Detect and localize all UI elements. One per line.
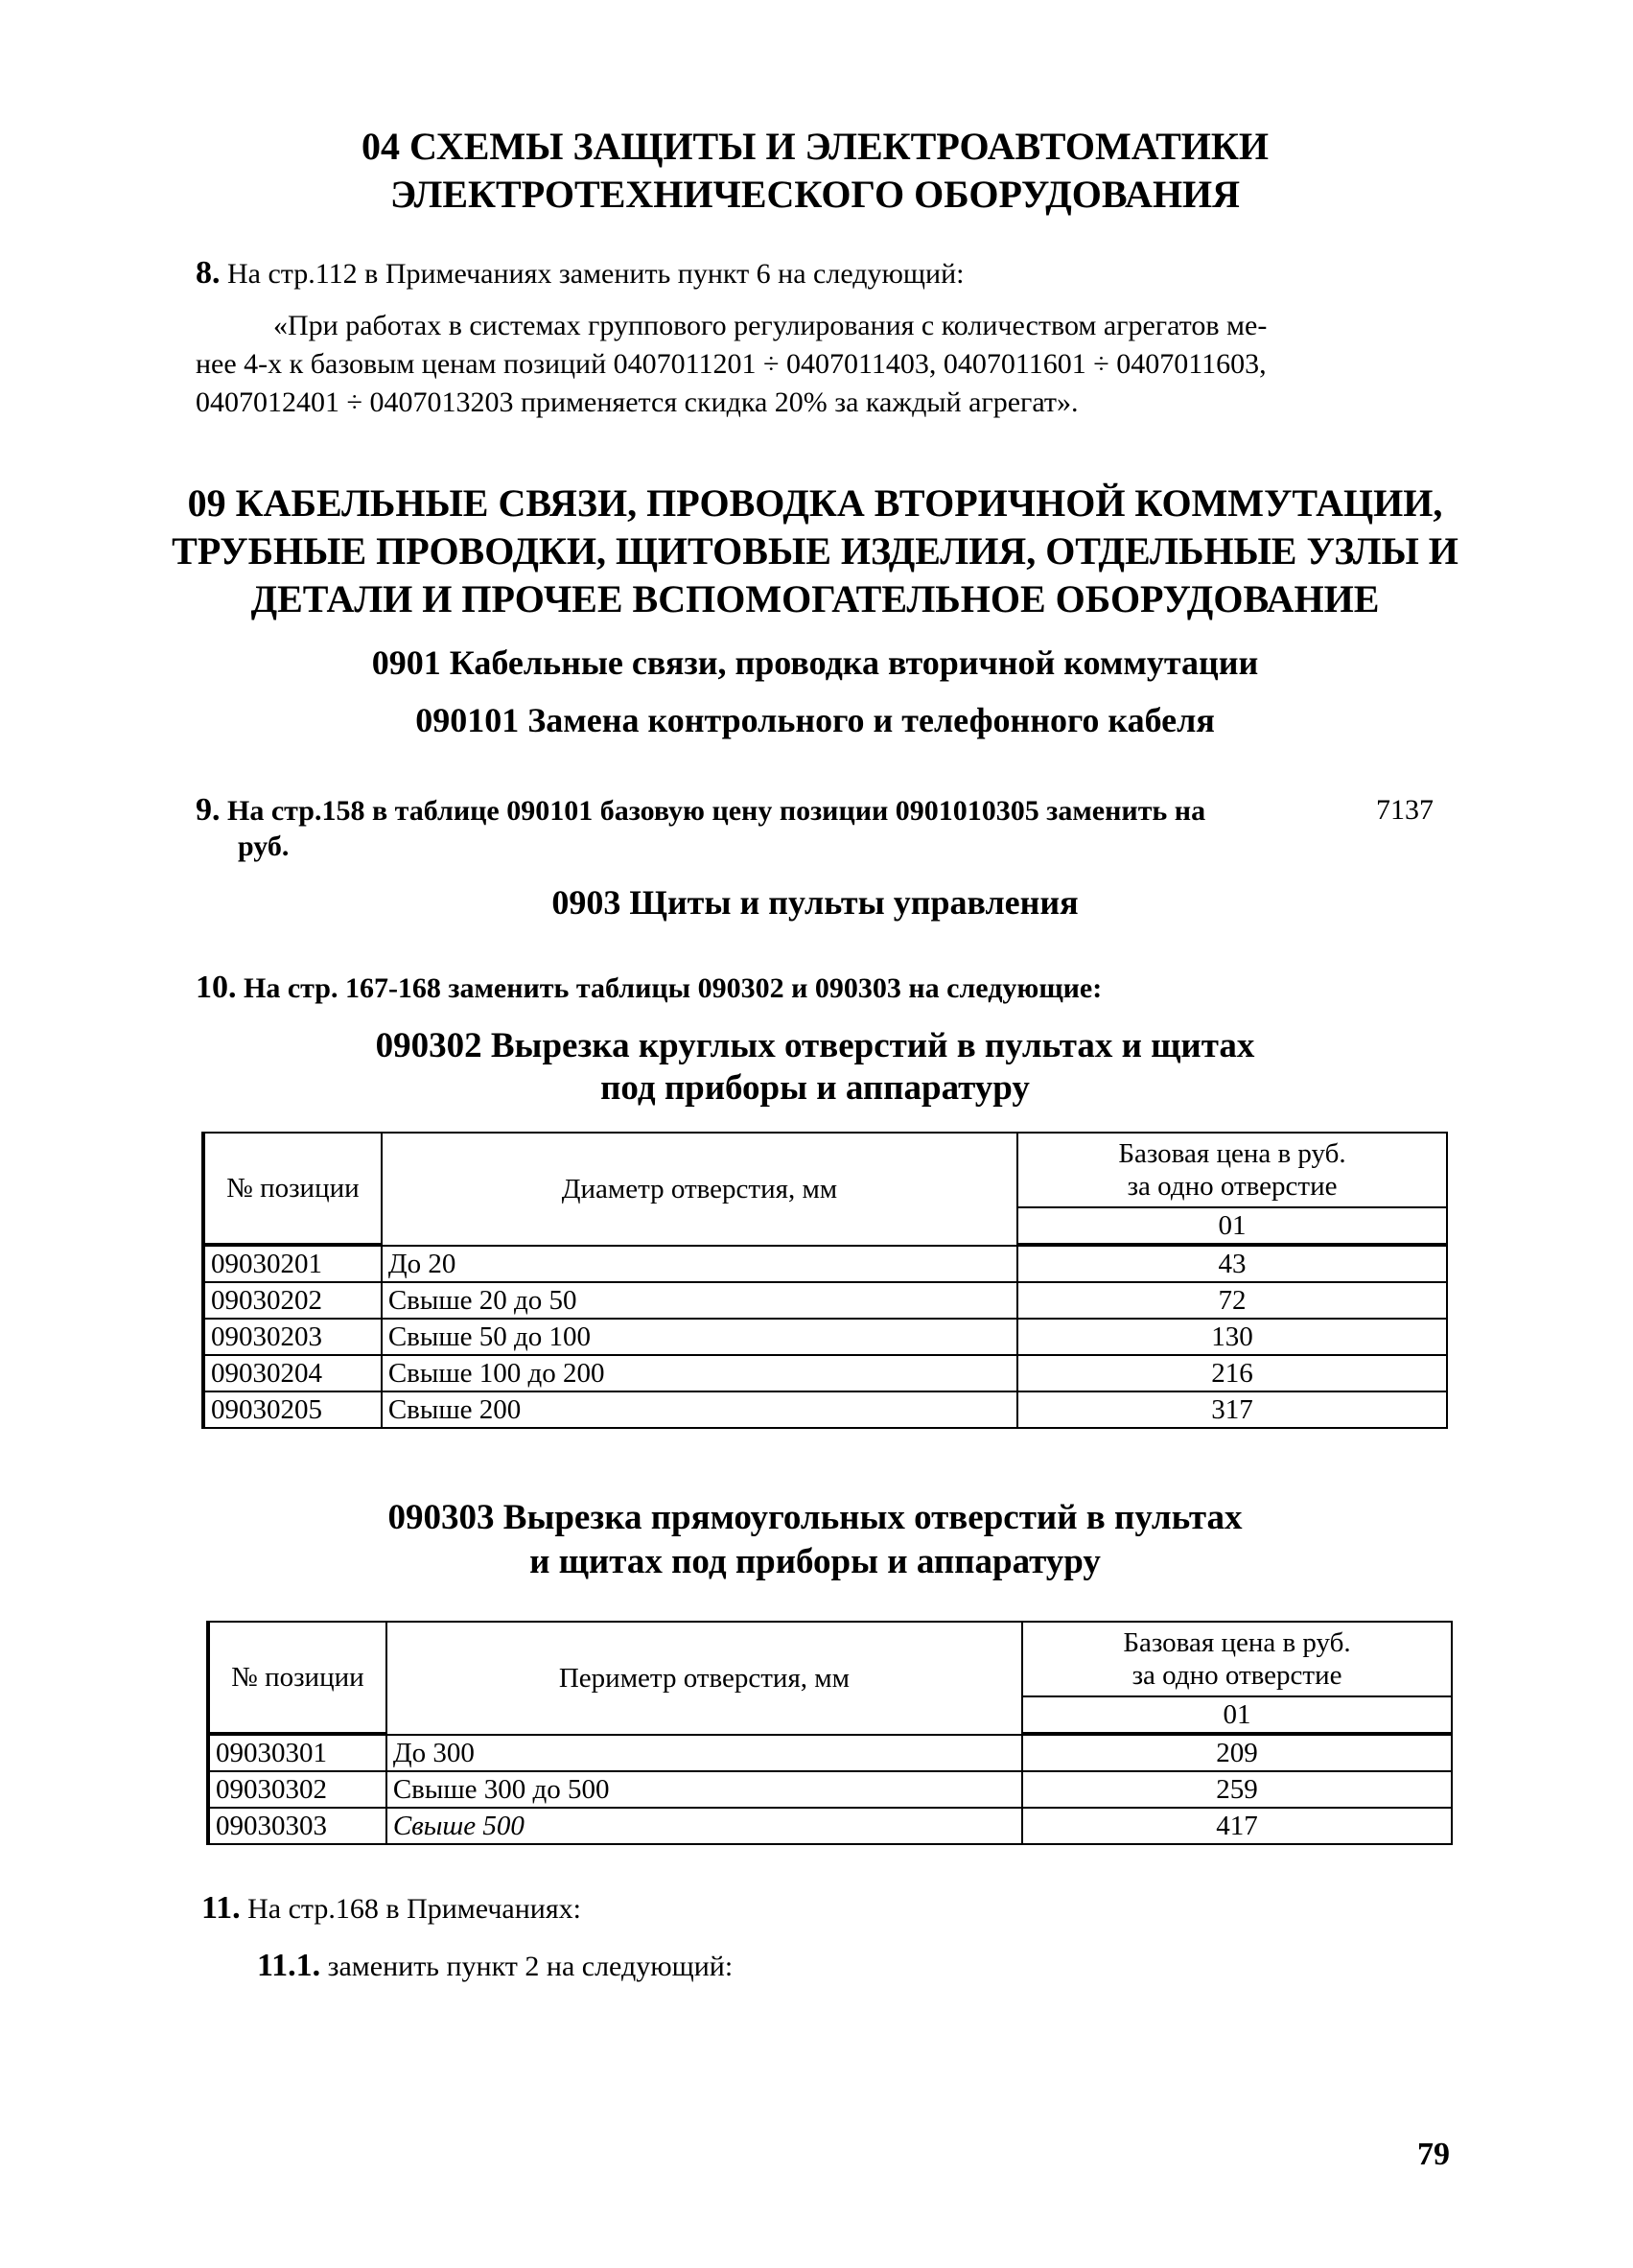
table-row bbox=[203, 1319, 1447, 1355]
cell-position: 09030301 bbox=[208, 1735, 386, 1771]
header-price bbox=[1017, 1133, 1447, 1207]
table-row bbox=[208, 1808, 1452, 1844]
section-04-title-line1: 04 СХЕМЫ ЗАЩИТЫ И ЭЛЕКТРОАВТОМАТИКИ bbox=[362, 125, 1269, 168]
header-price-line1: Базовая цена в руб. bbox=[1123, 1627, 1351, 1658]
header-description: Диаметр отверстия, мм bbox=[382, 1133, 1017, 1246]
header-description: Периметр отверстия, мм bbox=[386, 1622, 1022, 1735]
header-price-line2: за одно отверстие bbox=[1127, 1171, 1338, 1202]
table-090302-title-line2: под приборы и аппаратуру bbox=[600, 1068, 1030, 1108]
table-090302-title-line1: 090302 Вырезка круглых отверстий в пультах и щитах bbox=[375, 1026, 1255, 1065]
header-price-line1: Базовая цена в руб. bbox=[1118, 1138, 1346, 1169]
section-09-title-line3: ДЕТАЛИ И ПРОЧЕЕ ВСПОМОГАТЕЛЬНОЕ ОБОРУДОВАНИЕ bbox=[250, 577, 1380, 620]
cell-position: 09030303 bbox=[208, 1808, 386, 1844]
section-09-title-line1: 09 КАБЕЛЬНЫЕ СВЯЗИ, ПРОВОДКА ВТОРИЧНОЙ КОММУТАЦИИ, bbox=[187, 481, 1443, 525]
table-row bbox=[208, 1735, 1452, 1771]
section-04-title-line2: ЭЛЕКТРОТЕХНИЧЕСКОГО ОБОРУДОВАНИЯ bbox=[389, 173, 1241, 216]
item-9 bbox=[196, 791, 1442, 830]
item-11-text: На стр.168 в Примечаниях: bbox=[247, 1893, 581, 1925]
header-price bbox=[1022, 1622, 1452, 1696]
subsection-090101-title: 090101 Замена контрольного и телефонного кабеля bbox=[415, 701, 1215, 739]
item-8-text: На стр.112 в Примечаниях заменить пункт 6 на следующий: bbox=[227, 258, 965, 290]
item-10 bbox=[196, 969, 1102, 1008]
table-row bbox=[208, 1771, 1452, 1808]
cell-position: 09030201 bbox=[203, 1246, 382, 1282]
table-row bbox=[203, 1282, 1447, 1319]
table-header-row bbox=[208, 1622, 1452, 1696]
cell-description: Свыше 200 bbox=[382, 1391, 1017, 1428]
item-11-1-text: заменить пункт 2 на следующий: bbox=[327, 1951, 734, 1982]
item-8-number: 8. bbox=[196, 255, 221, 291]
cell-price: 317 bbox=[1017, 1391, 1447, 1428]
cell-position: 09030205 bbox=[203, 1391, 382, 1428]
cell-description: До 300 bbox=[386, 1735, 1022, 1771]
header-price-line2: за одно отверстие bbox=[1131, 1660, 1342, 1691]
cell-position: 09030302 bbox=[208, 1771, 386, 1808]
header-code: 01 bbox=[1022, 1696, 1452, 1733]
cell-description: Свыше 300 до 500 bbox=[386, 1771, 1022, 1808]
item-11-1 bbox=[257, 1947, 733, 1986]
cell-description: Свыше 100 до 200 bbox=[382, 1355, 1017, 1391]
item-8-quote-line3: 0407012401 ÷ 0407013203 применяется скидка 20% за каждый агрегат». bbox=[196, 386, 1079, 418]
cell-description: Свыше 20 до 50 bbox=[382, 1282, 1017, 1319]
cell-price: 130 bbox=[1017, 1319, 1447, 1355]
cell-price: 72 bbox=[1017, 1282, 1447, 1319]
item-11-number: 11. bbox=[201, 1890, 241, 1926]
cell-position: 09030204 bbox=[203, 1355, 382, 1391]
table-090303-title-line2: и щитах под приборы и аппаратуру bbox=[529, 1542, 1101, 1581]
table-090303 bbox=[206, 1621, 1453, 1845]
page-number: 79 bbox=[1417, 2137, 1450, 2172]
item-10-number: 10. bbox=[196, 970, 237, 1005]
section-09-title-line2: ТРУБНЫЕ ПРОВОДКИ, ЩИТОВЫЕ ИЗДЕЛИЯ, ОТДЕЛЬНЫЕ УЗЛЫ И bbox=[172, 529, 1458, 573]
item-8-quote-line2: нее 4-х к базовым ценам позиций 0407011201 ÷ 0407011403, 0407011601 ÷ 0407011603, bbox=[196, 348, 1267, 380]
cell-price: 417 bbox=[1022, 1808, 1452, 1844]
item-8 bbox=[196, 254, 964, 293]
header-position: № позиции bbox=[203, 1133, 382, 1244]
subsection-0903-title: 0903 Щиты и пульты управления bbox=[551, 883, 1079, 922]
cell-description: До 20 bbox=[382, 1246, 1017, 1282]
cell-position: 09030203 bbox=[203, 1319, 382, 1355]
item-11-1-number: 11.1. bbox=[257, 1948, 321, 1983]
cell-price: 209 bbox=[1022, 1735, 1452, 1771]
cell-position: 09030202 bbox=[203, 1282, 382, 1319]
subsection-0901-title: 0901 Кабельные связи, проводка вторичной коммутации bbox=[371, 643, 1259, 682]
cell-price: 216 bbox=[1017, 1355, 1447, 1391]
table-row bbox=[203, 1246, 1447, 1282]
header-position: № позиции bbox=[208, 1622, 386, 1733]
cell-description: Свыше 50 до 100 bbox=[382, 1319, 1017, 1355]
cell-description: Свыше 500 bbox=[386, 1808, 1022, 1844]
table-row bbox=[203, 1391, 1447, 1428]
item-9-unit: руб. bbox=[238, 830, 290, 862]
table-090303-title-line1: 090303 Вырезка прямоугольных отверстий в пультах bbox=[387, 1498, 1243, 1537]
header-code: 01 bbox=[1017, 1207, 1447, 1244]
item-9-text: На стр.158 в таблице 090101 базовую цену позиции 0901010305 заменить на bbox=[227, 795, 1206, 827]
item-9-value: 7137 bbox=[1376, 794, 1434, 826]
cell-price: 43 bbox=[1017, 1246, 1447, 1282]
table-090302 bbox=[201, 1132, 1448, 1429]
item-9-number: 9. bbox=[196, 792, 221, 828]
cell-price: 259 bbox=[1022, 1771, 1452, 1808]
item-8-quote-line1: «При работах в системах группового регулирования с количеством агрегатов ме- bbox=[273, 310, 1268, 341]
table-header-row bbox=[203, 1133, 1447, 1207]
table-row bbox=[203, 1355, 1447, 1391]
item-10-text: На стр. 167-168 заменить таблицы 090302 и 090303 на следующие: bbox=[244, 972, 1103, 1004]
item-11 bbox=[201, 1889, 581, 1929]
